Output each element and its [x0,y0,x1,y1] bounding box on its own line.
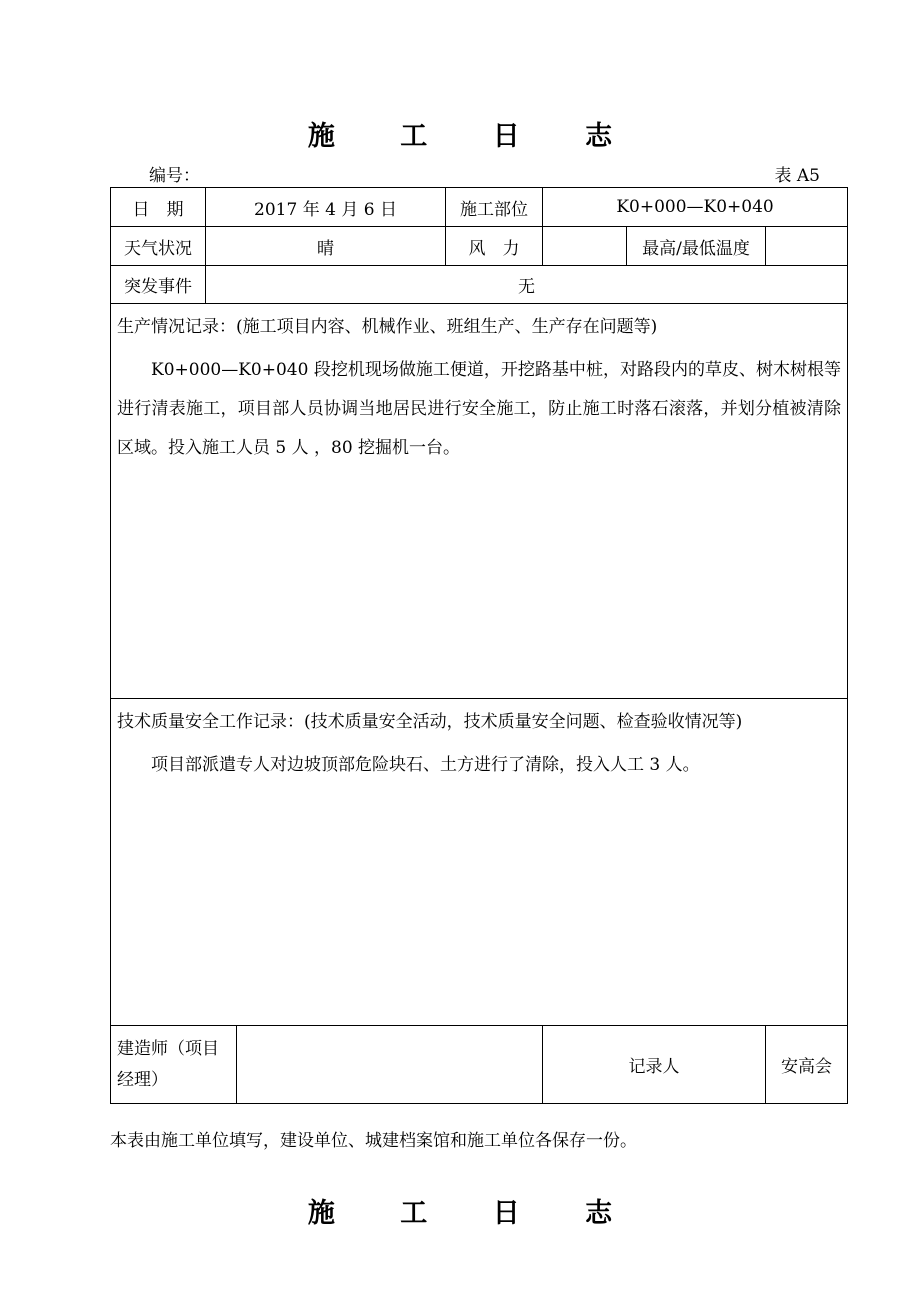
serial-number-label: 编号： [149,166,200,186]
date-label: 日 期 [111,188,206,227]
recorder-value: 安高会 [766,1026,848,1104]
weather-value: 晴 [206,227,446,266]
architect-label-line1: 建造师（项目 [117,1038,219,1059]
technical-record-body: 项目部派遣专人对边坡顶部危险块石、土方进行了清除，投入人工 3 人。 [151,755,700,775]
production-record-cell [111,304,848,699]
architect-label [111,1026,237,1104]
temperature-value [766,227,848,266]
weather-label: 天气状况 [111,227,206,266]
construction-log-table [110,187,848,1104]
location-value: K0+000—K0+040 [543,188,848,227]
technical-record-heading: 技术质量安全工作记录：(技术质量安全活动，技术质量安全问题、检查验收情况等) [117,712,743,732]
production-record-heading: 生产情况记录：(施工项目内容、机械作业、班组生产、生产存在问题等) [117,317,658,337]
page-title: 施 工 日 志 [307,121,641,152]
footnote: 本表由施工单位填写，建设单位、城建档案馆和施工单位各保存一份。 [110,1131,637,1151]
architect-value [237,1026,543,1104]
production-record-body: K0+000—K0+040 段挖机现场做施工便道，开挖路基中桩，对路段内的草皮、树木树根等进行清表施工，项目部人员协调当地居民进行安全施工，防止施工时落石滚落，并划分植被清除区域。投入施工人员 5 人 ，80 挖掘机一台。 [117,360,842,458]
next-page-title: 施 工 日 志 [307,1198,641,1229]
incident-value: 无 [206,266,848,304]
architect-label-line2: 经理） [117,1069,168,1090]
technical-record-cell [111,699,848,1026]
temperature-label: 最高/最低温度 [627,227,766,266]
date-value: 2017 年 4 月 6 日 [206,188,446,227]
location-label: 施工部位 [446,188,543,227]
wind-label: 风 力 [446,227,543,266]
incident-label: 突发事件 [111,266,206,304]
wind-value [543,227,627,266]
form-code: 表 A5 [774,166,820,186]
recorder-label: 记录人 [543,1026,766,1104]
